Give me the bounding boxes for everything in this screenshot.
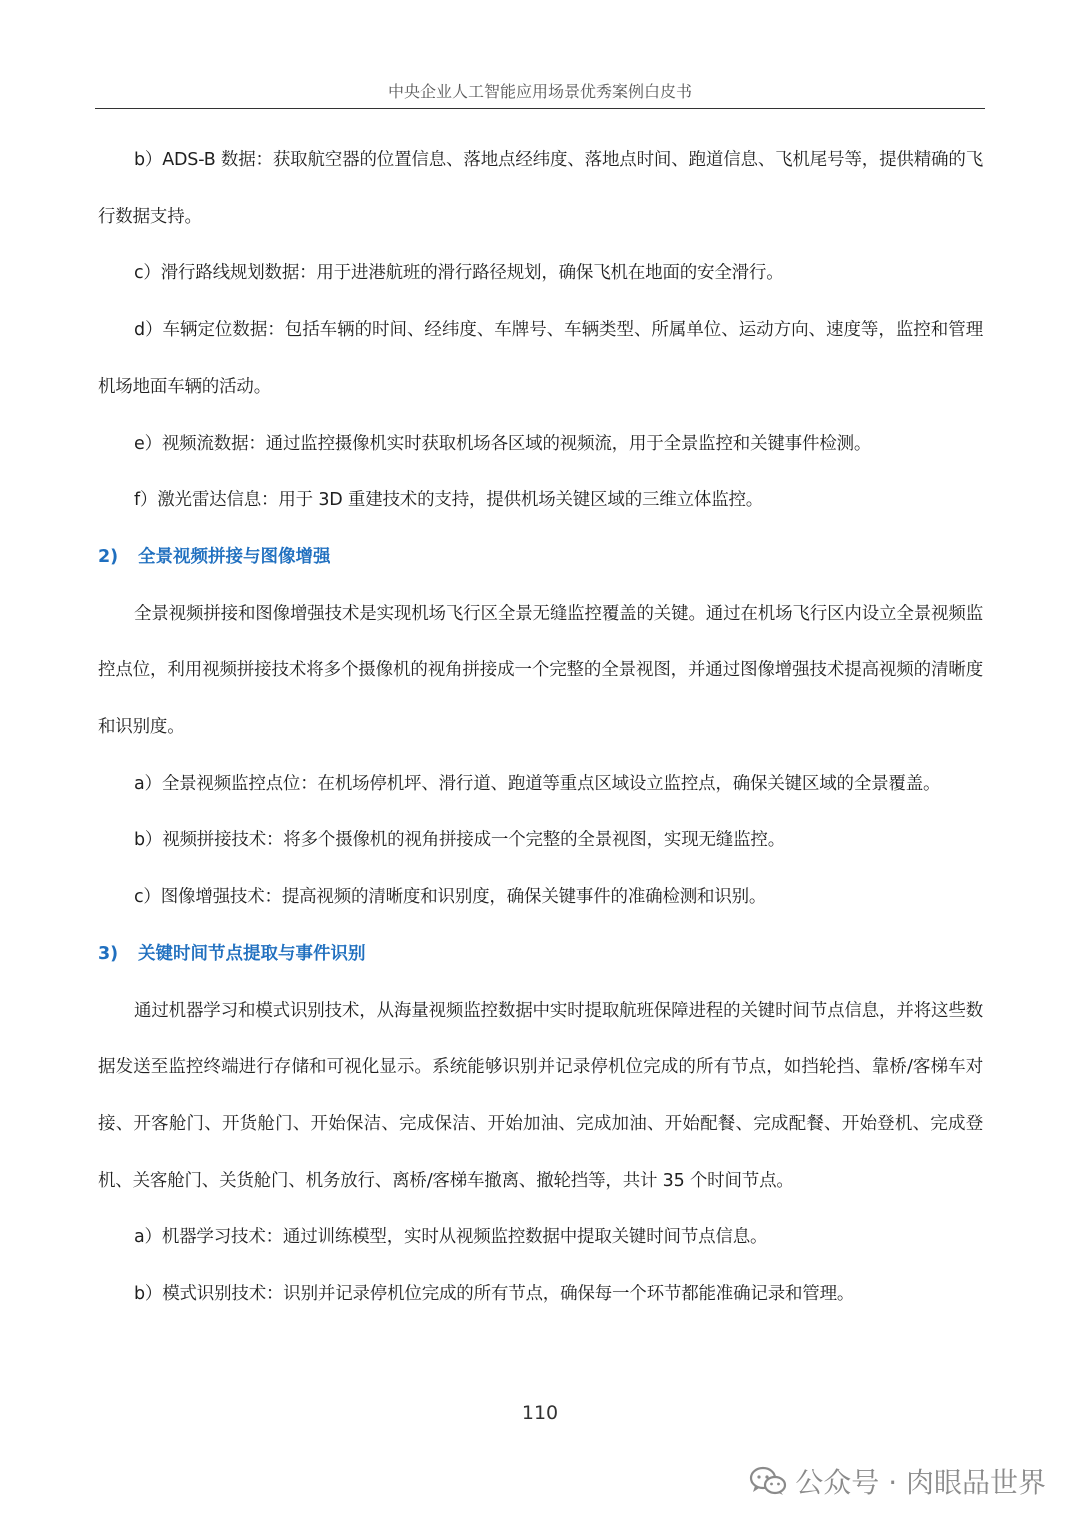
section-title-2: 全景视频拼接与图像增强 (138, 546, 331, 567)
paragraph-node-extraction: 通过机器学习和模式识别技术，从海量视频监控数据中实时提取航班保障进程的关键时间节点信息，并将这些数据发送至监控终端进行存储和可视化显示。系统能够识别并记录停机位完成的所有节点，如挡轮挡、靠桥/客梯车对接、开客舱门、开货舱门、开始保洁、完成保洁、开始加油、完成加油、开始配餐、完成配餐、开始登机、完成登机、关客舱门、关货舱门、机务放行、离桥/客梯车撤离、撤轮挡等，共计 35 个时间节点。 (98, 1000, 983, 1191)
paragraph-video-stream: e）视频流数据：通过监控摄像机实时获取机场各区域的视频流，用于全景监控和关键事件检测。 (134, 433, 872, 454)
page-content (98, 132, 983, 1323)
paragraph-monitor-points: a）全景视频监控点位：在机场停机坪、滑行道、跑道等重点区域设立监控点，确保关键区域的全景覆盖。 (134, 773, 941, 794)
paragraph-panorama-intro: 全景视频拼接和图像增强技术是实现机场飞行区全景无缝监控覆盖的关键。通过在机场飞行区内设立全景视频监控点位，利用视频拼接技术将多个摄像机的视角拼接成一个完整的全景视图，并通过图像增强技术提高视频的清晰度和识别度。 (98, 603, 983, 738)
section-number-2: 2) (98, 546, 119, 567)
section-heading-3 (98, 926, 983, 983)
paragraph-pattern-recognition: b）模式识别技术：识别并记录停机位完成的所有节点，确保每一个环节都能准确记录和管理。 (134, 1284, 855, 1305)
header-title: 中央企业人工智能应用场景优秀案例白皮书 (387, 82, 692, 101)
page-header (95, 78, 985, 109)
paragraph-enhancement: c）图像增强技术：提高视频的清晰度和识别度，确保关键事件的准确检测和识别。 (134, 887, 767, 908)
paragraph-lidar: f）激光雷达信息：用于 3D 重建技术的支持，提供机场关键区域的三维立体监控。 (134, 490, 764, 511)
section-title-3: 关键时间节点提取与事件识别 (138, 943, 366, 964)
paragraph-vehicle-position: d）车辆定位数据：包括车辆的时间、经纬度、车牌号、车辆类型、所属单位、运动方向、速度等，监控和管理机场地面车辆的活动。 (98, 320, 983, 397)
paragraph-machine-learning: a）机器学习技术：通过训练模型，实时从视频监控数据中提取关键时间节点信息。 (134, 1227, 768, 1248)
watermark (749, 1461, 1046, 1501)
paragraph-taxi-route: c）滑行路线规划数据：用于进港航班的滑行路径规划，确保飞机在地面的安全滑行。 (134, 263, 784, 284)
page-number: 110 (521, 1402, 559, 1424)
section-heading-2 (98, 529, 983, 586)
paragraph-ads-b: b）ADS-B 数据：获取航空器的位置信息、落地点经纬度、落地点时间、跑道信息、飞机尾号等，提供精确的飞行数据支持。 (98, 150, 983, 227)
paragraph-stitching: b）视频拼接技术：将多个摄像机的视角拼接成一个完整的全景视图，实现无缝监控。 (134, 830, 786, 851)
watermark-text: 公众号 · 肉眼品世界 (795, 1466, 1046, 1499)
wechat-icon (749, 1466, 787, 1496)
section-number-3: 3) (98, 943, 119, 964)
